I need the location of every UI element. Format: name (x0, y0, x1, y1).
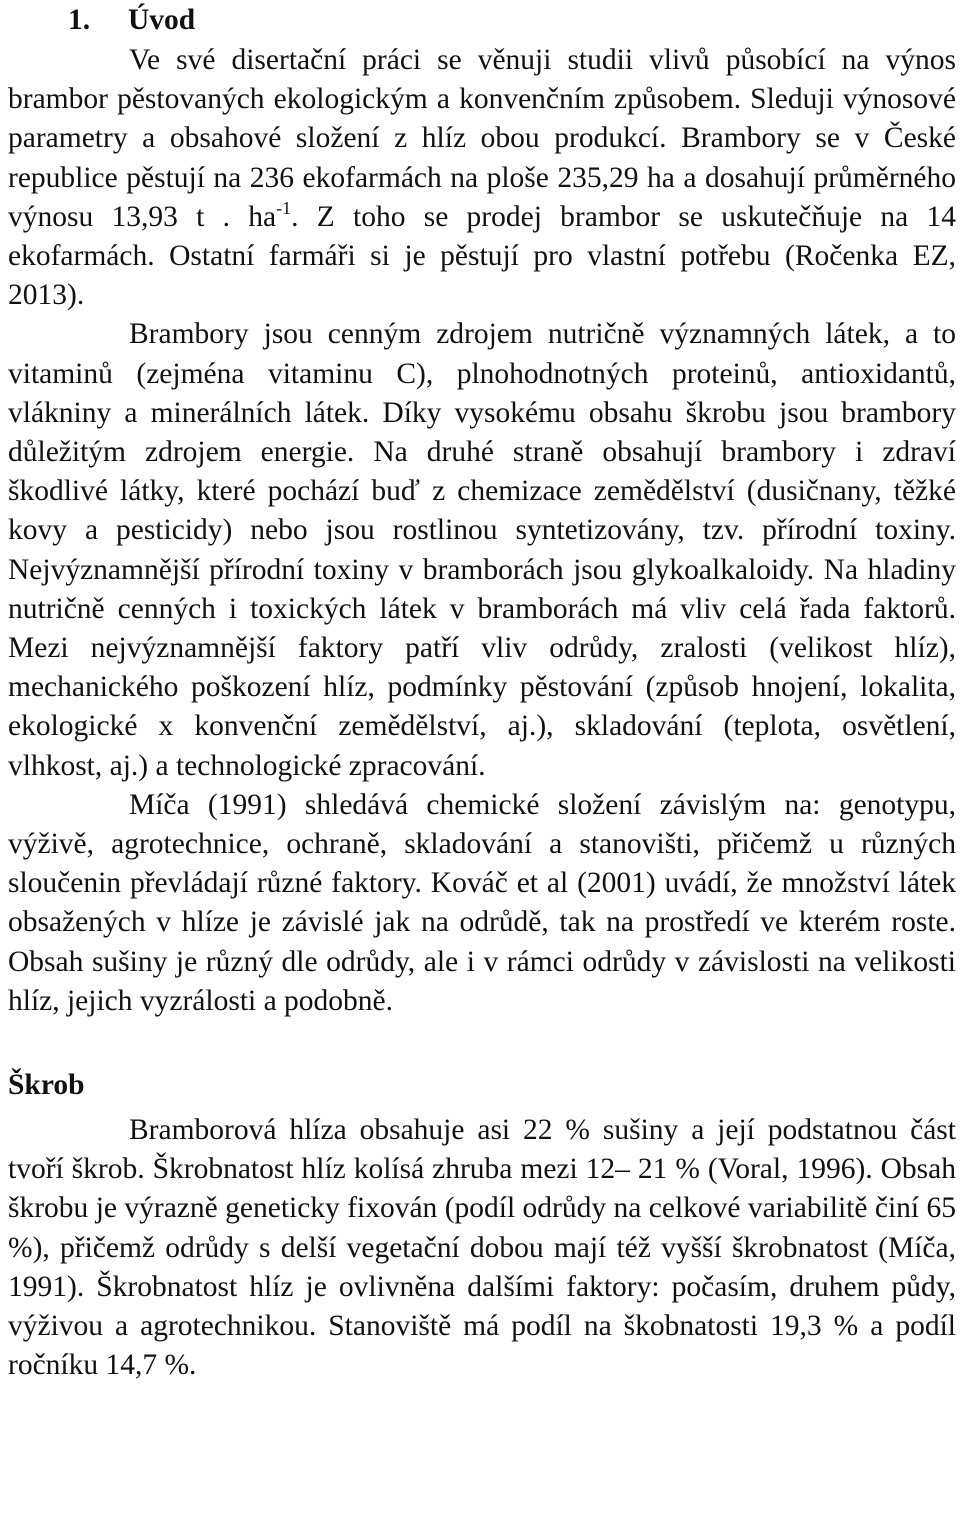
section-spacer (8, 1021, 956, 1060)
section-number: 1. (68, 4, 91, 36)
unit-exponent: -1 (276, 197, 292, 218)
intro-paragraph-3: Míča (1991) shledává chemické složení závislým na: genotypu, výživě, agrotechnice, ochraně, skladování a stanovišti, přičemž u různých sloučenin převládají různé faktory. Kováč et al (2001) uvádí, že množství látek obsažených v hlíze je závislé jak na odrůdě, tak na prostředí ve kterém roste. Obsah sušiny je různý dle odrůdy, ale i v rámci odrůdy v závislosti na velikosti hlíz, jejich vyzrálosti a podobně. (8, 788, 956, 1017)
intro-paragraph-2: Brambory jsou cenným zdrojem nutričně významných látek, a to vitaminů (zejména vitaminu C), plnohodnotných proteinů, antioxidantů, vlákniny a minerálních látek. Díky vysokému obsahu škrobu jsou brambory důležitým zdrojem energie. Na druhé straně obsahují brambory i zdraví škodlivé látky, které pochází buď z chemizace zemědělství (dusičnany, těžké kovy a pesticidy) nebo jsou rostlinou syntetizovány, tzv. přírodní toxiny. Nejvýznamnější přírodní toxiny v bramborách jsou glykoalkaloidy. Na hladiny nutričně cenných i toxických látek v bramborách má vliv celá řada faktorů. Mezi nejvýznamnější faktory patří vliv odrůdy, zralosti (velikost hlíz), mechanického poškození hlíz, podmínky pěstování (způsob hnojení, lokalita, ekologické x konvenční zemědělství, aj.), skladování (teplota, osvětlení, vlhkost, aj.) a technologické zpracování. (8, 318, 956, 782)
section-title: Úvod (128, 4, 196, 36)
section-heading (8, 0, 956, 39)
intro-paragraph-1 (8, 41, 956, 315)
intro-paragraph-1-text-b: . Z toho se prodej brambor se uskutečňuje na 14 ekofarmách. Ostatní farmáři si je pěstují pro vlastní potřebu (Ročenka EZ, 2013). (8, 200, 956, 312)
starch-paragraph-1: Bramborová hlíza obsahuje asi 22 % sušiny a její podstatnou část tvoří škrob. Škrobnatost hlíz kolísá zhruba mezi 12– 21 % (Voral, 1996). Obsah škrobu je výrazně geneticky fixován (podíl odrůdy na celkové variabilitě činí 65 %), přičemž odrůdy s delší vegetační dobou mají též vyšší škrobnatost (Míča, 1991). Škrobnatost hlíz je ovlivněna dalšími faktory: počasím, druhem půdy, výživou a agrotechnikou. Stanoviště má podíl na škobnatosti 19,3 % a podíl ročníku 14,7 %. (8, 1114, 956, 1382)
intro-paragraph-1-text-a: Ve své disertační práci se věnuji studii vlivů působící na výnos brambor pěstovaných ekologickým a konvenčním způsobem. Sleduji výnosové parametry a obsahové složení z hlíz obou produkcí. Brambory se v České republice pěstují na 236 ekofarmách na ploše 235,29 ha a dosahují průměrného výnosu 13,93 t . ha (8, 44, 956, 233)
starch-heading: Škrob (8, 1069, 85, 1102)
document-page (8, 0, 956, 1386)
